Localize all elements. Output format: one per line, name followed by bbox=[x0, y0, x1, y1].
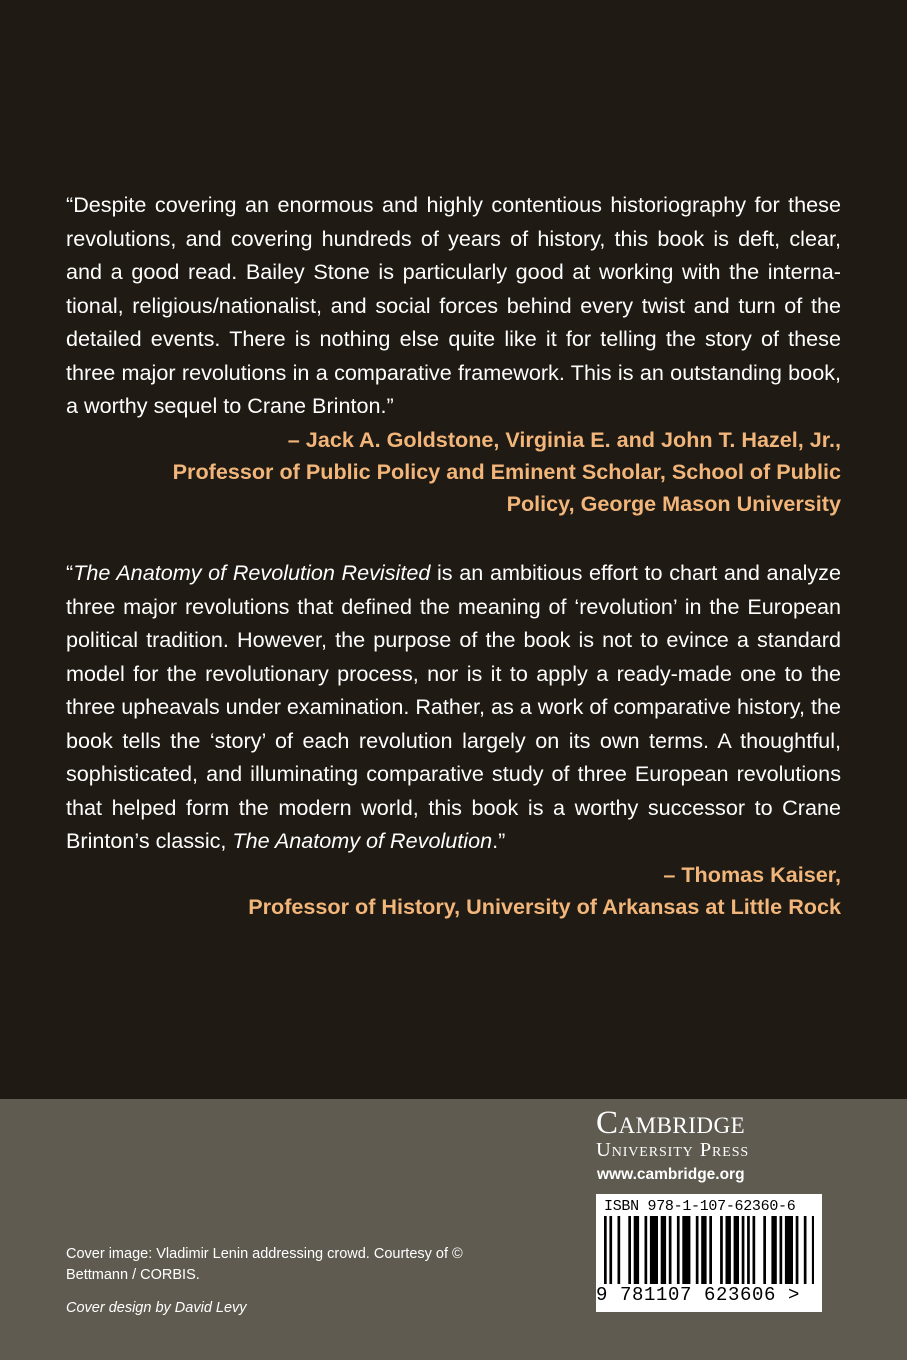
attribution-line: Policy, George Mason University bbox=[506, 491, 841, 516]
attribution-goldstone bbox=[81, 424, 841, 520]
quote-text: is an ambitious effort to chart and analyze three major revolutions that defined the meaning of ‘revolution’ in the European political tradition. However, the purpose of the book is not to evince a standard model for the revolutionary process, nor is it to apply a ready-made one to the three upheavals under examination. Rather, as a work of comparative history, the book tells the ‘story’ of each revolution largely on its own terms. A thoughtful, sophisticated, and illuminating comparative study of three European revolutions that helped form the modern world, this book is a worthy successor to Crane Brinton’s classic, bbox=[66, 560, 841, 853]
barcode-bar bbox=[669, 1216, 672, 1284]
barcode-bar bbox=[726, 1216, 731, 1284]
cover-design-credit: Cover design by David Levy bbox=[66, 1300, 247, 1316]
quote-text: .” bbox=[492, 828, 506, 853]
barcode-bar bbox=[618, 1216, 621, 1284]
barcode-bar bbox=[701, 1216, 706, 1284]
attribution-line: Professor of Public Policy and Eminent Scholar, School of Public bbox=[172, 459, 841, 484]
publisher-url: www.cambridge.org bbox=[597, 1166, 745, 1183]
publisher-name-line1: Cambridge bbox=[596, 1105, 746, 1141]
barcode-bar bbox=[661, 1216, 666, 1284]
barcode-bar bbox=[753, 1216, 756, 1284]
barcode-digits: 9 781107 623606 > bbox=[596, 1284, 801, 1306]
quote-text: “ bbox=[66, 560, 74, 585]
book-title-italic: The Anatomy of Revolution Revisited bbox=[73, 560, 431, 585]
barcode-bar bbox=[812, 1216, 814, 1284]
barcode-bar bbox=[682, 1216, 690, 1284]
barcode-bars bbox=[604, 1216, 814, 1284]
isbn-label: ISBN 978-1-107-62360-6 bbox=[604, 1198, 796, 1215]
barcode-bar bbox=[780, 1216, 783, 1284]
quote-text: “Despite covering an enormous and highly contentious historiography for these revolutions, and covering hundreds of years of history, this book is deft, clear, and a good read. Bailey Stone is particularly good at working with the international, religious/nationalist, and social forces behind every twist and turn of the detailed events. There is nothing else quite like it for telling the story of these three major revolutions in a comparative framework. This is an outstanding book, a worthy sequel to Crane Brinton.” bbox=[66, 192, 841, 418]
barcode-bar bbox=[628, 1216, 631, 1284]
barcode-bar bbox=[763, 1216, 766, 1284]
barcode-bar bbox=[804, 1216, 807, 1284]
isbn-barcode bbox=[596, 1194, 822, 1312]
barcode-bar bbox=[677, 1216, 680, 1284]
barcode-bar bbox=[709, 1216, 712, 1284]
cover-image-credit: Cover image: Vladimir Lenin addressing crowd. Courtesy of © Bettmann / CORBIS. bbox=[66, 1246, 463, 1283]
attribution-kaiser bbox=[81, 859, 841, 923]
publisher-name-line2: University Press bbox=[596, 1139, 750, 1161]
barcode-bar bbox=[604, 1216, 607, 1284]
barcode-bar bbox=[634, 1216, 639, 1284]
barcode-bar bbox=[747, 1216, 750, 1284]
barcode-bar bbox=[785, 1216, 793, 1284]
quote-kaiser bbox=[66, 556, 841, 858]
quote-goldstone bbox=[66, 188, 841, 423]
publisher-logo bbox=[596, 1106, 826, 1160]
barcode-bar bbox=[720, 1216, 723, 1284]
barcode-bar bbox=[609, 1216, 612, 1284]
attribution-line: Professor of History, University of Arkansas at Little Rock bbox=[248, 894, 841, 919]
book-title-italic: The Anatomy of Revolution bbox=[232, 828, 493, 853]
barcode-bar bbox=[734, 1216, 739, 1284]
barcode-bar bbox=[645, 1216, 648, 1284]
attribution-line: – Jack A. Goldstone, Virginia E. and John T. Hazel, Jr., bbox=[287, 427, 841, 452]
barcode-bar bbox=[742, 1216, 745, 1284]
barcode-bar bbox=[771, 1216, 776, 1284]
barcode-bar bbox=[796, 1216, 799, 1284]
barcode-bar bbox=[650, 1216, 658, 1284]
attribution-line: – Thomas Kaiser, bbox=[663, 862, 841, 887]
barcode-bar bbox=[696, 1216, 699, 1284]
